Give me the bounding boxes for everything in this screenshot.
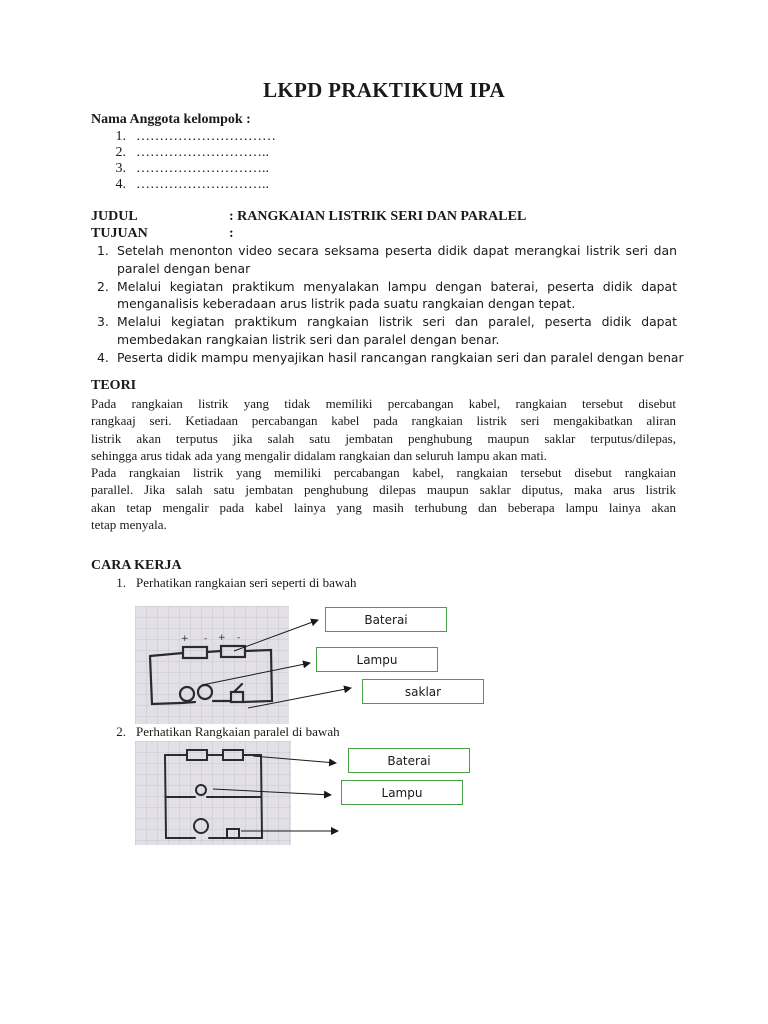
teori-line: Pada rangkaian listrik yang memiliki percabangan kabel, rangkaian tersebut disebut rangkaian xyxy=(91,465,676,481)
member-item: 4. ……………………….. xyxy=(115,177,269,192)
arrow-baterai-1 xyxy=(234,620,318,651)
tujuan-colon: : xyxy=(229,226,234,241)
member-dots: ………………………… xyxy=(136,129,276,144)
member-dots: ……………………….. xyxy=(136,177,269,192)
label-lampu-1: Lampu xyxy=(316,647,438,672)
arrow-lampu-1 xyxy=(202,663,310,685)
teori-line: parallel. Jika salah satu jembatan penghubung dilepas maupun saklar diputus, maka arus listrik xyxy=(91,482,676,498)
teori-heading: TEORI xyxy=(91,378,137,393)
plus-mark: + xyxy=(218,633,226,643)
arrow-baterai-2 xyxy=(253,756,336,763)
plus-mark: + xyxy=(181,634,189,644)
member-dots: ……………………….. xyxy=(136,145,269,160)
teori-line: listrik akan terputus jika salah satu jembatan penghubung maupun saklar terputus/dilepas, xyxy=(91,430,676,446)
label-lampu-2: Lampu xyxy=(341,780,463,805)
step-1: 1. Perhatikan rangkaian seri seperti di bawah xyxy=(116,575,357,590)
cara-kerja-heading: CARA KERJA xyxy=(91,558,182,573)
arrow-saklar-1 xyxy=(248,688,351,708)
member-item: 1. ………………………… xyxy=(115,129,276,144)
goal-item: 2. Melalui kegiatan praktikum menyalakan lampu dengan baterai, peserta didik dapat menganalisis keberadaan arus listrik pada suatu rangkaian dengan tepat. xyxy=(97,278,677,312)
label-baterai-2: Baterai xyxy=(348,748,470,773)
goal-item: 1. Setelah menonton video secara seksama peserta didik dapat merangkai listrik seri dan paralel dengan benar xyxy=(97,243,677,276)
goal-line: Setelah menonton video secara seksama peserta didik dapat merangkai listrik seri dan xyxy=(117,243,677,258)
goal-line: membedakan rangkaian listrik seri dan paralel dengan benar. xyxy=(117,331,500,347)
goal-line: Melalui kegiatan praktikum menyalakan lampu dengan baterai, peserta didik dapat xyxy=(117,278,677,294)
minus-mark: - xyxy=(237,633,241,643)
teori-line: Pada rangkaian listrik yang tidak memiliki percabangan kabel, rangkaian tersebut disebut xyxy=(91,396,676,411)
arrow-lampu-2 xyxy=(213,789,331,795)
goal-line: Melalui kegiatan praktikum rangkaian listrik seri dan paralel, peserta didik dapat xyxy=(117,314,677,330)
judul-value: : RANGKAIAN LISTRIK SERI DAN PARALEL xyxy=(229,209,527,224)
page-title: LKPD PRAKTIKUM IPA xyxy=(263,78,505,102)
judul-label: JUDUL xyxy=(91,209,138,224)
tujuan-label: TUJUAN xyxy=(91,226,148,241)
goal-item: 3. Melalui kegiatan praktikum rangkaian listrik seri dan paralel, peserta didik dapat membedakan rangkaian listrik seri dan paralel dengan benar. xyxy=(97,314,677,347)
teori-line: rangkaaj seri. Ketiadaan percabangan kabel pada rangkaian listrik seri mengakibatkan aliran xyxy=(91,413,676,429)
label-saklar-1: saklar xyxy=(362,679,484,704)
goal-line: Peserta didik mampu menyajikan hasil rancangan rangkaian seri dan paralel dengan benar xyxy=(117,349,684,365)
goal-line: paralel dengan benar xyxy=(117,260,251,276)
teori-line: tetap menyala. xyxy=(91,517,167,533)
member-dots: ……………………….. xyxy=(136,161,269,176)
members-heading: Nama Anggota kelompok : xyxy=(91,112,251,127)
member-item: 2. ……………………….. xyxy=(115,145,269,160)
member-item: 3. ……………………….. xyxy=(115,161,269,176)
label-baterai-1: Baterai xyxy=(325,607,447,632)
teori-line: akan tetap mengalir pada kabel lainya yang masih terhubung dan beberapa lampu lainya akan xyxy=(91,499,676,515)
goal-item: 4. Peserta didik mampu menyajikan hasil rancangan rangkaian seri dan paralel dengan benar xyxy=(97,349,684,365)
goal-line: menganalisis keberadaan arus listrik pada suatu rangkaian dengan tepat. xyxy=(117,296,576,312)
step-2: 2. Perhatikan Rangkaian paralel di bawah xyxy=(116,724,340,739)
teori-line: sehingga arus tidak ada yang mengalir didalam rangkaian dan seluruh lampu akan mati. xyxy=(91,447,547,463)
minus-mark: - xyxy=(204,634,208,644)
